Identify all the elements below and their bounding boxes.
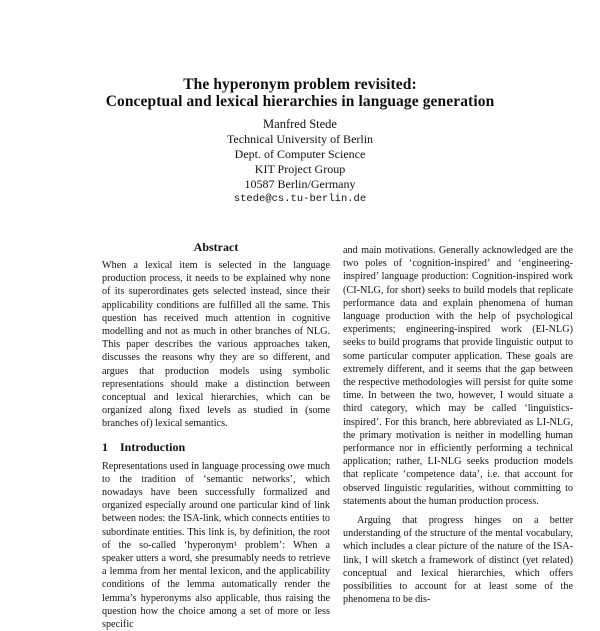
right-paragraph-1: and main motivations. Generally acknowledged are the two poles of ‘cognition-inspired’ and ‘engineering-inspired’ language production: Cognition-inspired work (CI-NLG, for short) seeks to build models that replicate performance data and explain phenomena of human language production with the help of psychological experiments; engineering-inspired work (EI-NLG) seeks to build programs that provide linguistic output to some particular computer application. These goals are extremely different, and it seems that the gap between the respective methodologies will persist for quite some time. In between the two, however, I would situate a third category, which may be called ‘linguistics-inspired’. For this branch, here abbreviated as LI-NLG, the primary motivation is neither in modelling human performance nor in efficiently performing a technical application; rather, LI-NLG seeks production models that replicate ‘competence data’, i.e. that account for observed linguistic regularities, without committing to statements about the human production process. [343, 245, 573, 507]
affiliation-address: 10587 Berlin/Germany [244, 177, 356, 191]
paper-title-line-1: The hyperonym problem revisited: [183, 76, 417, 93]
abstract-heading: Abstract [193, 240, 239, 254]
title-block [0, 76, 600, 110]
section-number: 1 [102, 439, 108, 454]
section-title: Introduction [120, 439, 186, 454]
abstract-text: When a lexical item is selected in the language production process, it needs to be explained why none of its superordinates gets selected instead, since their applicability conditions are fulfilled all the same. This question has received much attention in cognitive modelling and not as much in other branches of NLG. This paper describes the various approaches taken, discusses the reasons why they are so different, and argues that production models using symbolic representations should make a distinction between conceptual and lexical hierarchies, which can be organized along fixed levels as studied in (some branches of) lexical semantics. [102, 260, 330, 430]
affiliation-group: KIT Project Group [254, 162, 346, 176]
affiliation-university: Technical University of Berlin [226, 132, 374, 146]
author-block [0, 117, 600, 206]
author-name: Manfred Stede [263, 117, 337, 131]
left-column [102, 240, 330, 631]
author-email: stede@cs.tu-berlin.de [233, 193, 367, 205]
right-paragraph-2: Arguing that progress hinges on a better understanding of the structure of the mental vocabulary, which includes a clear picture of the nature of the ISA-link, I will sketch a framework of distinct (yet related) conceptual and lexical hierarchies, which offers possibilities to account for at least some of the phenomena to be dis- [343, 515, 573, 606]
affiliation-department: Dept. of Computer Science [234, 147, 366, 161]
right-column [343, 244, 573, 606]
introduction-text: Representations used in language processing owe much to the tradition of ‘semantic networks’, which nowadays have been successfully formalized and organized especially around one particular kind of link between nodes: the ISA-link, which connects entities to subordinate entities. This link is, by definition, the root of the so-called ‘hyperonym¹ problem’: When a speaker utters a word, she presumably needs to retrieve a lemma from her mental lexicon, and the applicability conditions of the lemma automatically render the lemma’s hyperonyms also applicable, thus raising the question how the choice among a set of more or less specific [102, 460, 330, 631]
section-heading [102, 440, 330, 454]
paper-title-line-2: Conceptual and lexical hierarchies in language generation [105, 93, 495, 110]
